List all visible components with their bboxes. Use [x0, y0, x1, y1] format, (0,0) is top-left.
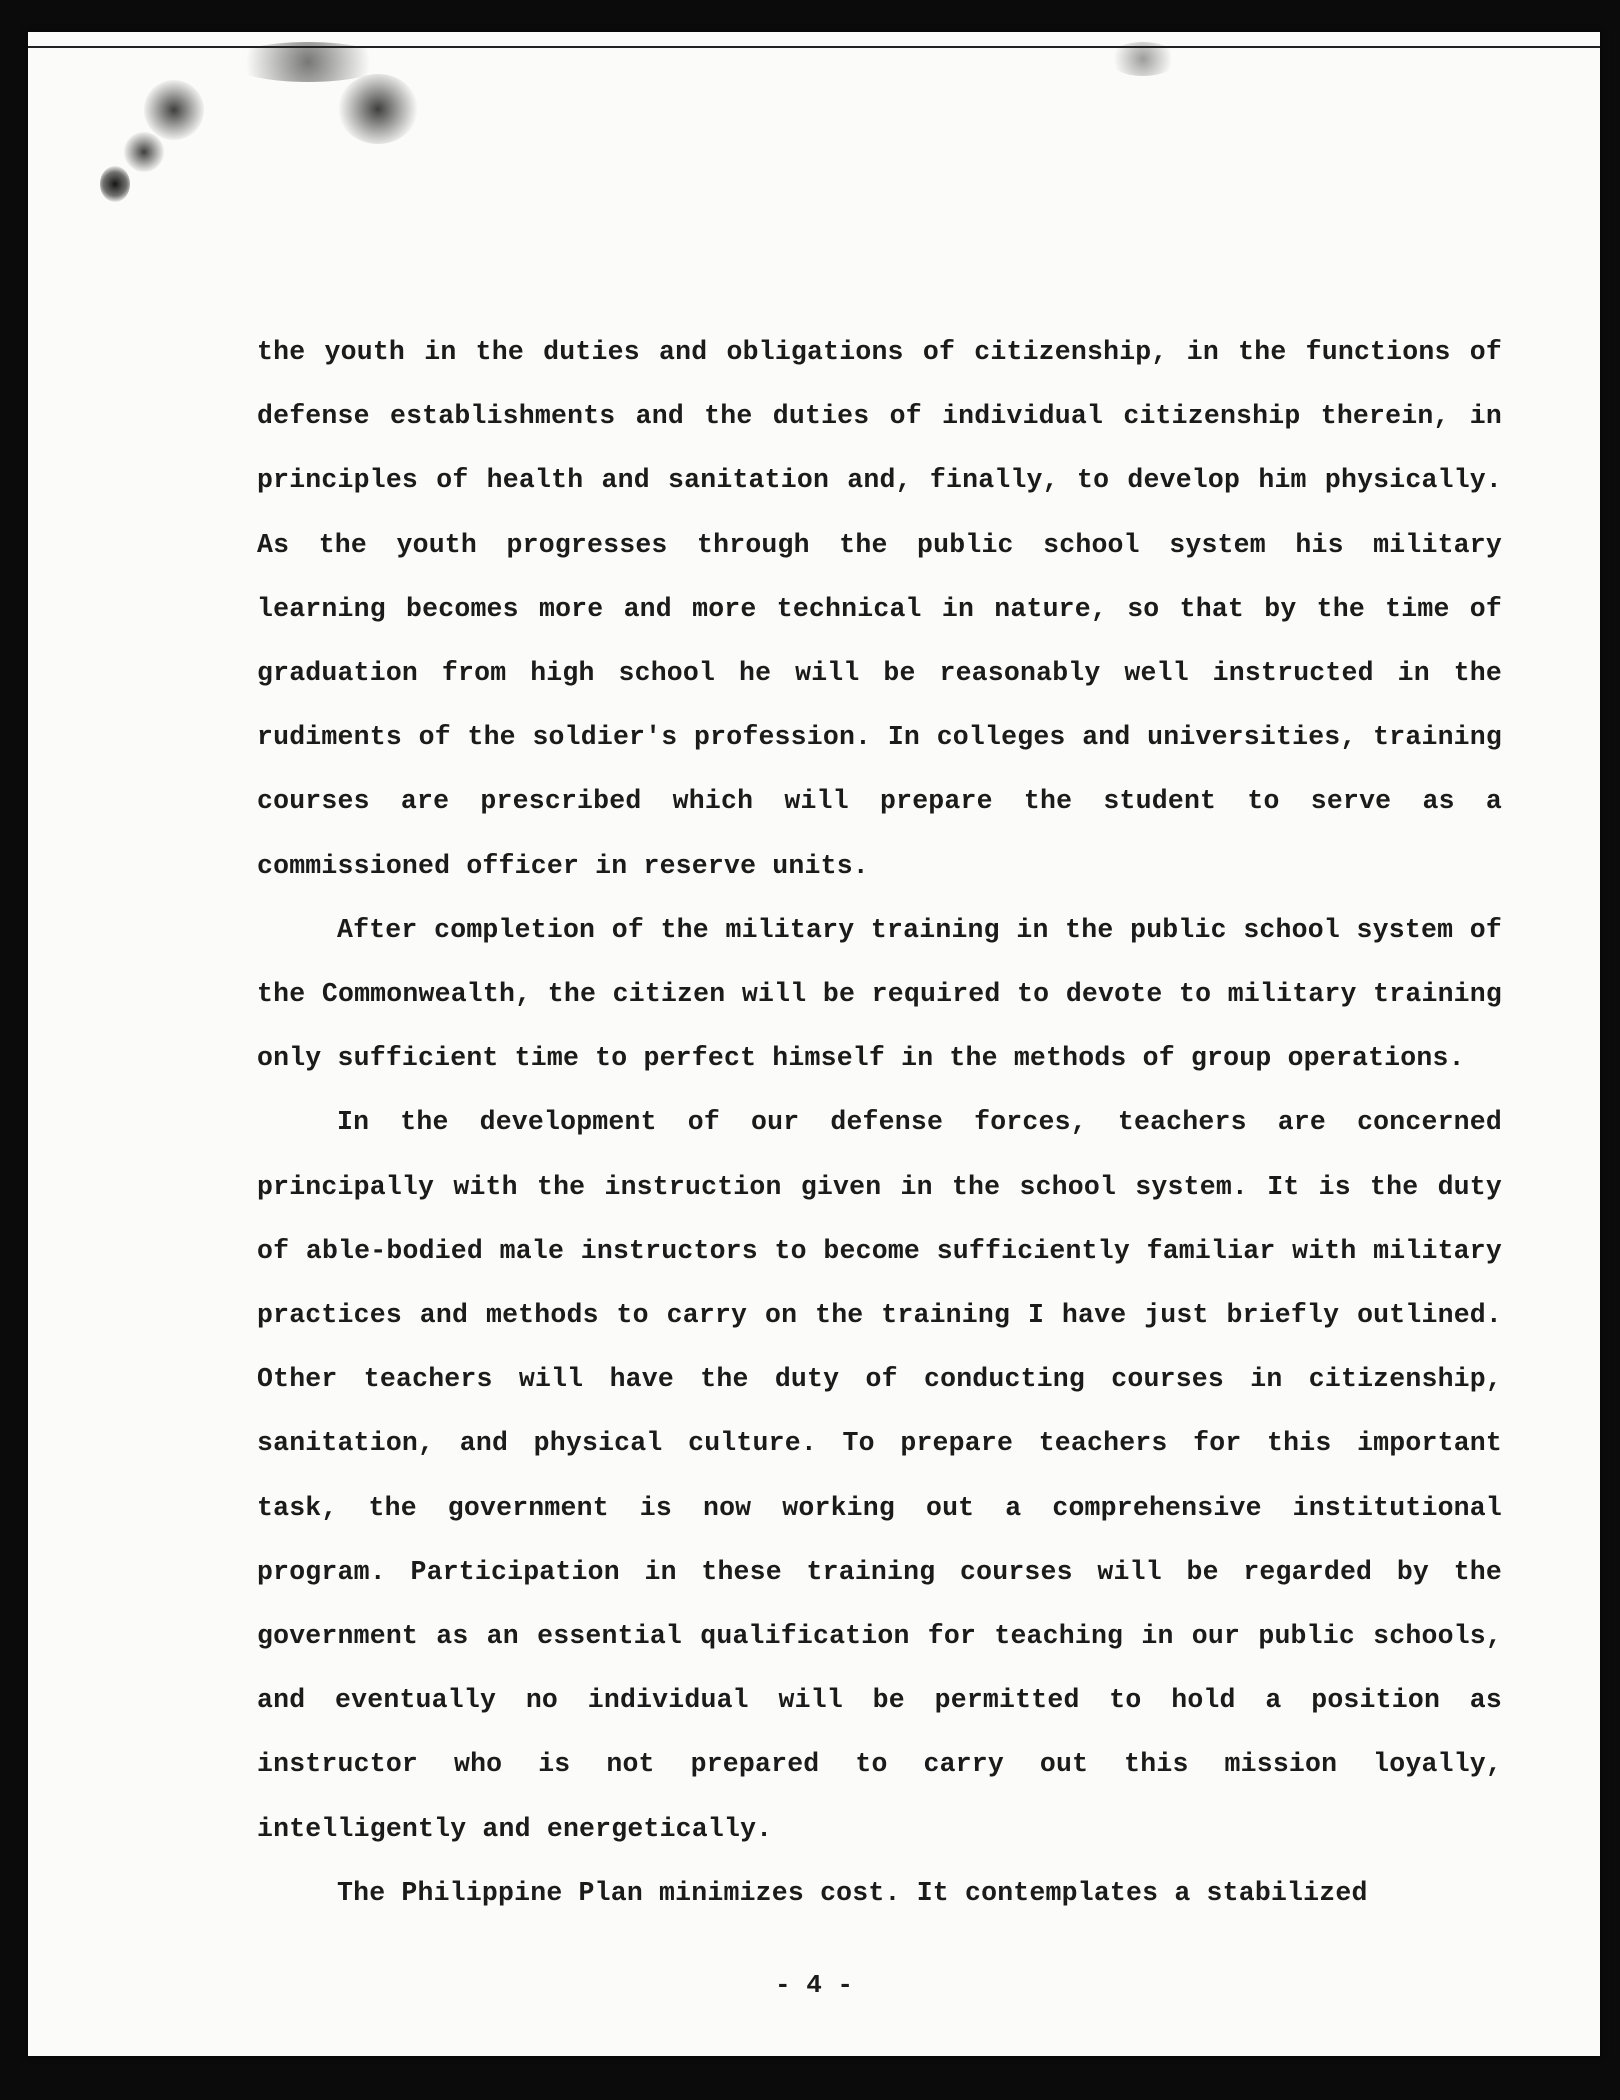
- paragraph-2: After completion of the military training in the public school system of the Commonwealth, the citizen will be required to devote to military training only sufficient time to perfect himself in the methods of group operations.: [257, 914, 1502, 1074]
- ink-smudge: [100, 166, 130, 202]
- paper-sheet: [28, 32, 1600, 2056]
- ink-smudge: [144, 80, 204, 140]
- paragraph-3: In the development of our defense forces, teachers are concerned principally with the instruction given in the school system. It is the duty of able-bodied male instructors to become sufficiently familiar with military practices and methods to carry on the training I have just briefly outlined. Other teachers will have the duty of conducting courses in citizenship, sanitation, and physical culture. To prepare teachers for this important task, the government is now working out a comprehensive institutional program. Participation in these training courses will be regarded by the government as an essential qualification for teaching in our public schools, and eventually no individual will be permitted to hold a position as instructor who is not prepared to carry out this mission loyally, intelligently and energetically.: [257, 1107, 1502, 1844]
- paragraph-4: The Philippine Plan minimizes cost. It contemplates a stabilized: [337, 1877, 1368, 1908]
- page-number: - 4 -: [774, 1970, 853, 2000]
- ink-smudge: [124, 132, 164, 172]
- paragraph-1: the youth in the duties and obligations of citizenship, in the functions of defense establishments and the duties of individual citizenship therein, in principles of health and sanitation and, finally, to develop him physically. As the youth progresses through the public school system his military learning becomes more and more technical in nature, so that by the time of graduation from high school he will be reasonably well instructed in the rudiments of the soldier's profession. In colleges and universities, training courses are prescribed which will prepare the student to serve as a commissioned officer in reserve units.: [257, 337, 1502, 881]
- ink-smudge: [338, 74, 418, 144]
- ink-smudge: [1108, 42, 1178, 76]
- body-text: [257, 320, 1502, 1925]
